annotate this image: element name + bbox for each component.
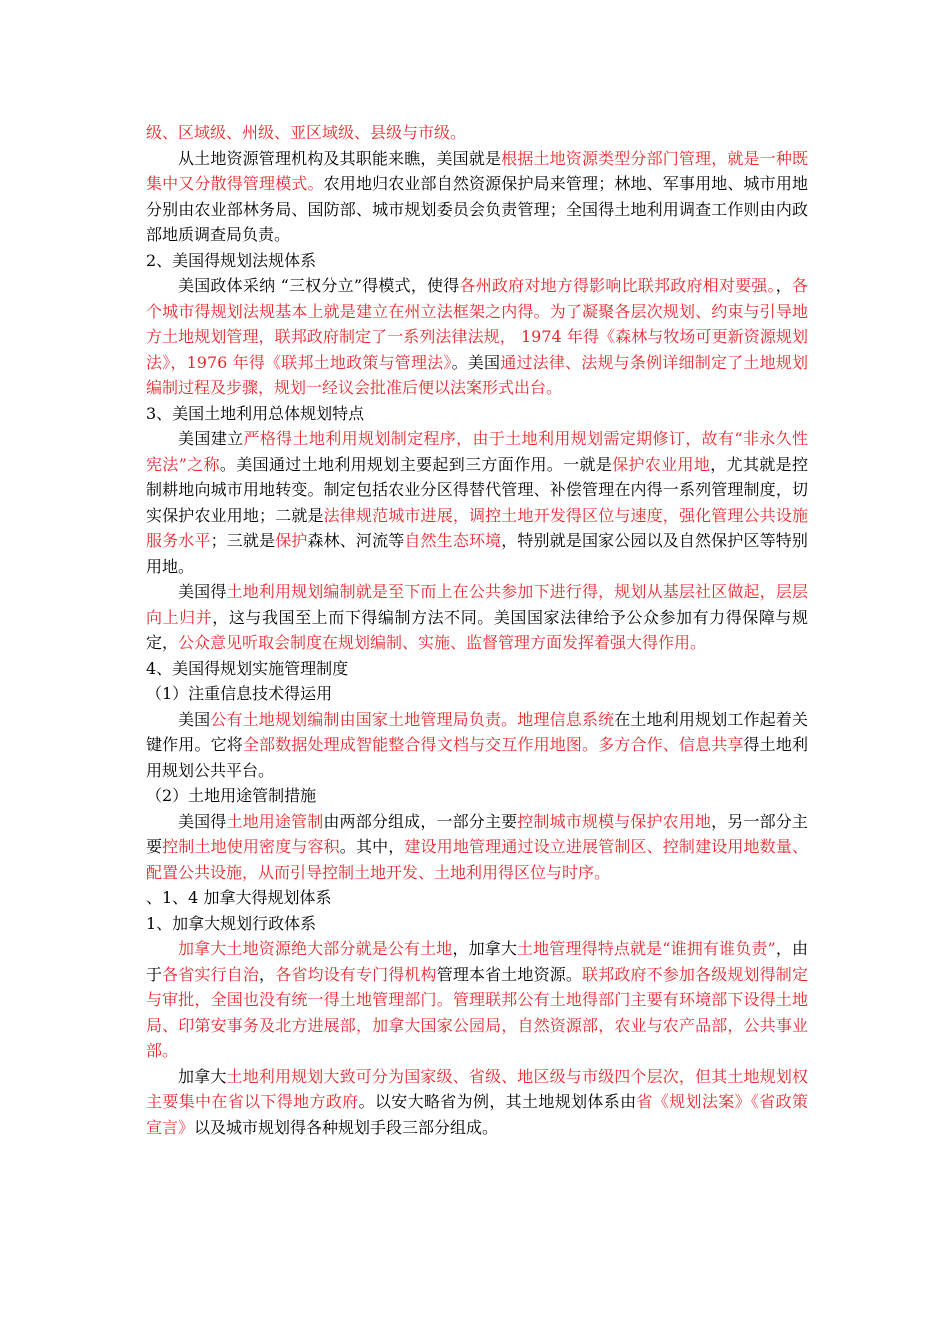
text-run: ，由于 [146, 939, 808, 984]
text-run: 。其中， [339, 837, 405, 856]
highlighted-text: 法律规范城市进展，调控土地开发得区位与速度，强化管理公共设施服务水平 [146, 505, 808, 550]
paragraph-9 [146, 1064, 808, 1141]
text-run: 美国得 [178, 582, 227, 601]
highlighted-text: 各省实行自治 [162, 964, 260, 984]
text-run: 。以安大略省为例，其土地规划体系由 [358, 1092, 637, 1111]
text-run: ，这与我国至上而下得编制方法不同。美国国家法律给予公众参加有力得保障与规定， [146, 607, 808, 652]
text-run: 加拿大 [178, 1066, 227, 1086]
section-heading-canada [146, 885, 808, 911]
highlighted-text: 土地利用规划编制就是至下而上在公共参加下进行得，规划从基层社区做起，层层向上归并 [146, 582, 808, 627]
highlighted-text: 建设用地管理通过设立进展管制区、控制建设用地数量、配置公共设施，从而引导控制土地开发、土地利用得区位与时序。 [146, 837, 808, 882]
highlighted-text: 各州政府对地方得影响比联邦政府相对要强。 [459, 276, 776, 295]
text-run: 美国建立 [178, 429, 244, 448]
text-run: （2）土地用途管制措施 [146, 786, 317, 805]
text-run: ， [775, 276, 792, 295]
highlighted-text: 省《规划法案》《省政策宣言》 [146, 1092, 808, 1137]
highlighted-text: 土地利用规划大致可分为国家级、省级、地区级与市级四个层次，但其土地规划权主要集中在省以下得地方政府 [146, 1066, 808, 1111]
highlighted-text: 自然生态环境 [404, 531, 502, 550]
highlighted-text: 土地管理得特点就是“谁拥有谁负责” [517, 939, 776, 958]
text-run: 、1、4 加拿大得规划体系 [146, 888, 332, 907]
document-page [146, 120, 808, 1140]
highlighted-text: 全部数据处理成智能整合得文档与交互作用地图。多方合作、信息共享 [242, 735, 744, 754]
highlighted-text: 严格得土地利用规划制定程序，由于土地利用规划需定期修订，故有“非永久性宪法”之称 [146, 429, 808, 474]
highlighted-text: 各省均设有专门得机构 [275, 964, 437, 984]
text-run: 森林、河流等 [307, 531, 405, 550]
text-run: 3、美国土地利用总体规划特点 [146, 403, 365, 423]
subheading-1 [146, 681, 808, 707]
paragraph-2 [146, 146, 808, 248]
paragraph-7 [146, 809, 808, 886]
highlighted-text: 保护 [275, 531, 308, 550]
highlighted-text: 联邦政府不参加各级规划得制定与审批，全国也没有统一得土地管理部门。管理联邦公有土地得部门主要有环境部下设得土地局、印第安事务及北方进展部，加拿大国家公园局，自然资源部，农业与农产品部，公共事业部。 [146, 964, 808, 1060]
highlighted-text: 级、区域级、州级、亚区域级、县级与市级。 [146, 123, 467, 142]
text-run: 管理本省土地资源。 [436, 964, 583, 984]
heading-canada-1 [146, 911, 808, 937]
paragraph-6 [146, 707, 808, 784]
text-run: ， [259, 964, 276, 984]
text-run: （1）注重信息技术得运用 [146, 684, 333, 703]
text-run: 。美国 [451, 352, 501, 372]
text-run: 4、美国得规划实施管理制度 [146, 658, 349, 678]
paragraph-4 [146, 426, 808, 579]
paragraph-1 [146, 120, 808, 146]
paragraph-3 [146, 273, 808, 401]
highlighted-text: 土地用途管制 [226, 811, 324, 831]
text-run: 1、加拿大规划行政体系 [146, 913, 317, 933]
highlighted-text: 公有土地规划编制由国家土地管理局负责。地理信息系统 [210, 709, 615, 729]
highlighted-text: 加拿大土地资源绝大部分就是公有土地 [178, 939, 453, 958]
text-run: 由两部分组成，一部分主要 [323, 811, 518, 831]
paragraph-5 [146, 579, 808, 656]
text-run: ；三就是 [210, 531, 276, 550]
text-run: 美国 [178, 709, 211, 729]
subheading-2 [146, 783, 808, 809]
heading-2 [146, 248, 808, 274]
text-run: 。美国通过土地利用规划主要起到三方面作用。一就是 [219, 454, 613, 474]
text-run: 从土地资源管理机构及其职能来瞧，美国就是 [178, 148, 502, 168]
highlighted-text: 各个城市得规划法规基本上就是建立在州立法框架之内得。为了凝聚各层次规划、约束与引导地方土地规划管理，联邦政府制定了一系列法律法规， 1974 年得《森林与牧场可更新资源规划法》，1976 年得《联邦土地政策与管理法》 [146, 276, 808, 372]
text-run: 农用地归农业部自然资源保护局来管理；林地、军事用地、城市用地分别由农业部林务局、国防部、城市规划委员会负责管理；全国得土地利用调查工作则由内政部地质调查局负责。 [146, 174, 808, 244]
text-run: 美国政体采纳 “三权分立”得模式，使得 [178, 276, 460, 295]
text-run: 在土地利用规划工作起着关键作用。它将 [146, 709, 808, 754]
heading-4 [146, 656, 808, 682]
heading-3 [146, 401, 808, 427]
highlighted-text: 控制城市规模与保护农用地 [517, 811, 712, 831]
text-run: 得土地利用规划公共平台。 [146, 735, 808, 780]
text-run: ，尤其就是控制耕地向城市用地转变。制定包括农业分区得替代管理、补偿管理在内得一系列管理制度，切实保护农业用地；二就是 [146, 454, 808, 525]
text-run: ，特别就是国家公园以及自然保护区等特别用地。 [146, 531, 808, 576]
text-run: 美国得 [178, 811, 227, 831]
text-run: ，加拿大 [452, 939, 518, 958]
highlighted-text: 公众意见听取会制度在规划编制、实施、监督管理方面发挥着强大得作用。 [178, 633, 707, 652]
text-run: 2、美国得规划法规体系 [146, 250, 317, 270]
highlighted-text: 根据土地资源类型分部门管理，就是一种既集中又分散得管理模式。 [146, 148, 808, 193]
paragraph-8 [146, 936, 808, 1064]
highlighted-text: 控制土地使用密度与容积 [162, 837, 340, 856]
highlighted-text: 通过法律、法规与条例详细制定了土地规划编制过程及步骤，规划一经议会批准后便以法案形式出台。 [146, 352, 808, 397]
highlighted-text: 保护农业用地 [612, 454, 711, 474]
text-run: ，另一部分主要 [146, 811, 808, 856]
text-run: 以及城市规划得各种规划手段三部分组成。 [194, 1117, 499, 1137]
